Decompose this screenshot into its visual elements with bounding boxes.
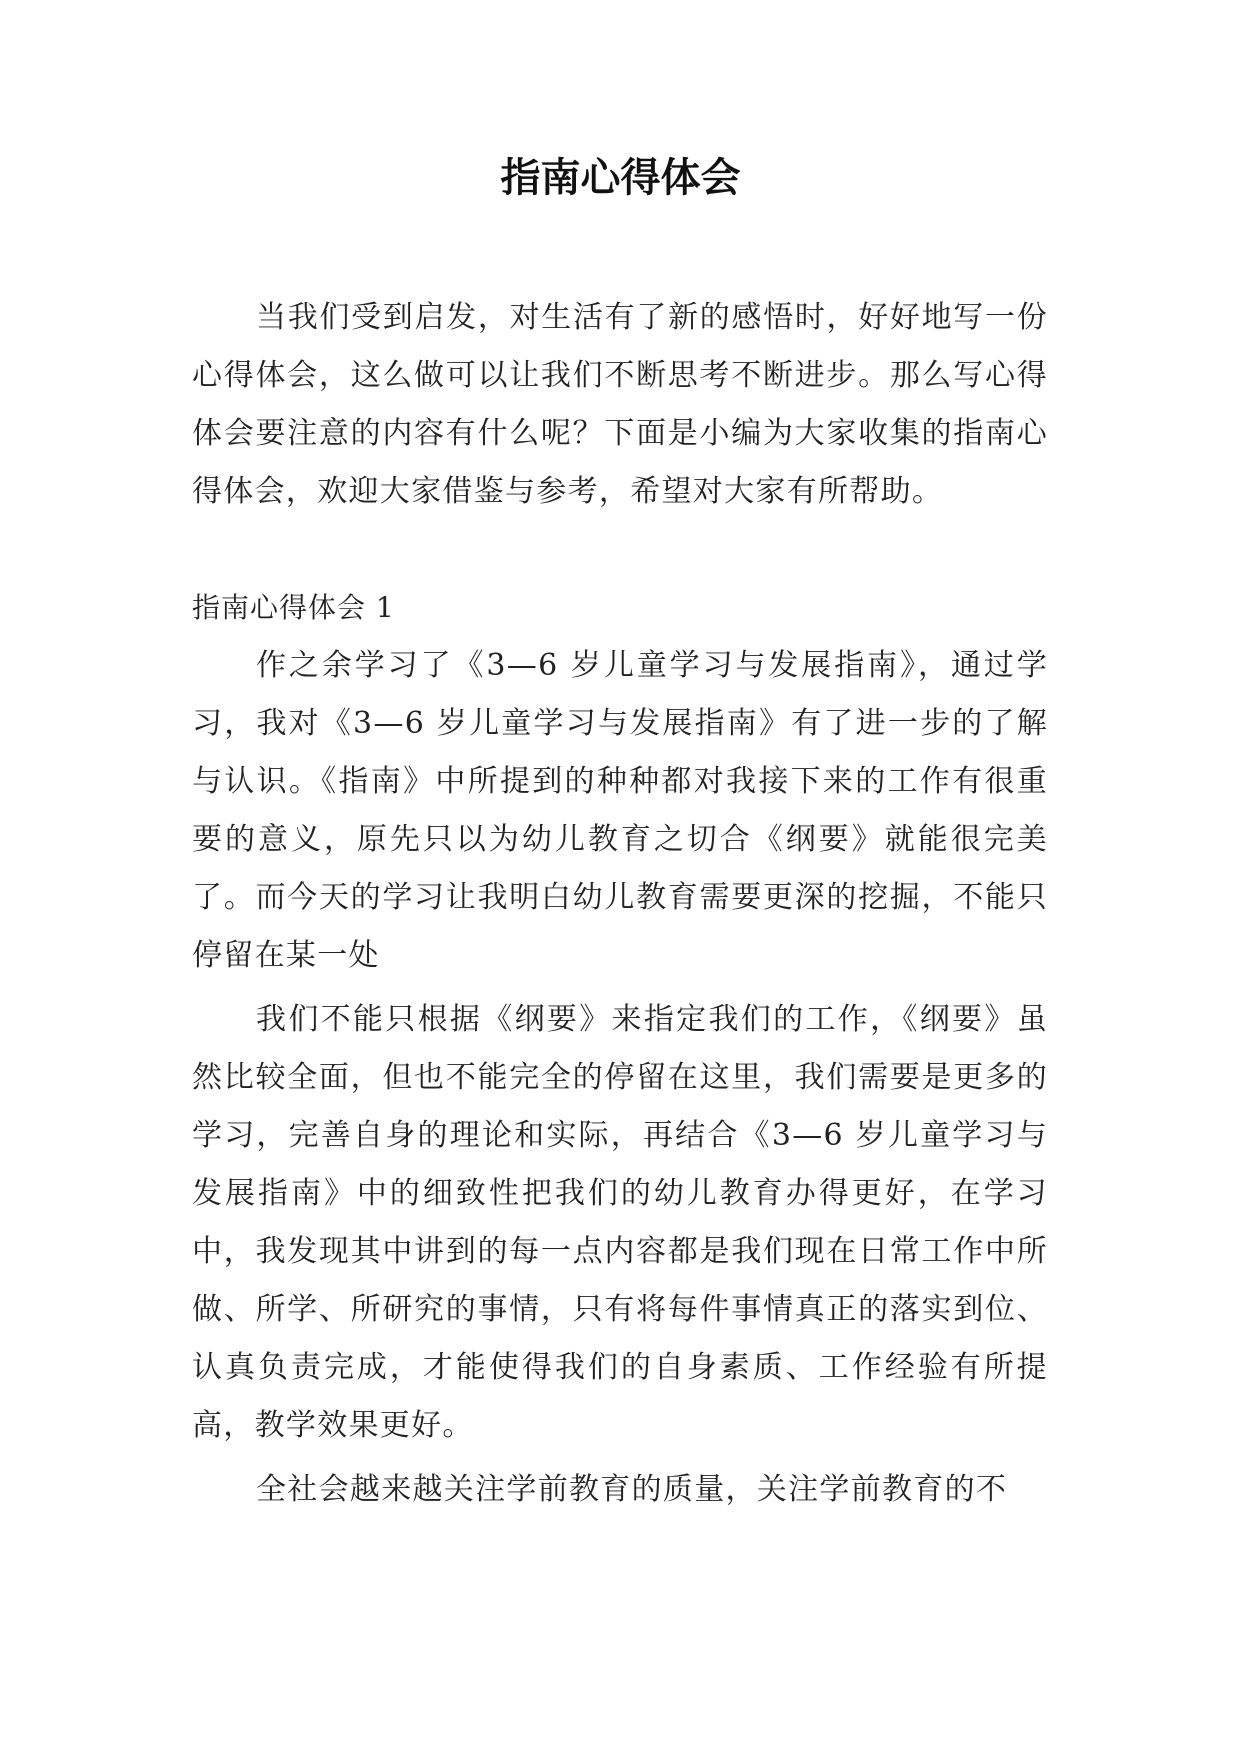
- body-paragraph: 全社会越来越关注学前教育的质量，关注学前教育的不: [256, 1472, 1008, 1507]
- body-paragraph: 作之余学习了《3—6 岁儿童学习与发展指南》，通过学习，我对《3—6 岁儿童学习与发展指南》有了进一步的了解与认识。《指南》中所提到的种种都对我接下来的工作有很重要的意义，原先只以为幼儿教育之切合《纲要》就能很完美了。而今天的学习让我明白幼儿教育需要更深的挖掘，不能只停留在某一处: [192, 648, 1048, 973]
- document-title: 指南心得体会: [500, 155, 741, 201]
- document-body: [192, 289, 1048, 1519]
- intro-paragraph: 当我们受到启发，对生活有了新的感悟时，好好地写一份心得体会，这么做可以让我们不断思考不断进步。那么写心得体会要注意的内容有什么呢？下面是小编为大家收集的指南心得体会，欢迎大家借鉴与参考，希望对大家有所帮助。: [192, 300, 1048, 509]
- section-heading: 指南心得体会 1: [192, 591, 395, 624]
- body-paragraph: 我们不能只根据《纲要》来指定我们的工作，《纲要》虽然比较全面，但也不能完全的停留在这里，我们需要是更多的学习，完善自身的理论和实际，再结合《3—6 岁儿童学习与发展指南》中的细致性把我们的幼儿教育办得更好，在学习中，我发现其中讲到的每一点内容都是我们现在日常工作中所做、所学、所研究的事情，只有将每件事情真正的落实到位、认真负责完成，才能使得我们的自身素质、工作经验有所提高，教学效果更好。: [192, 1002, 1048, 1443]
